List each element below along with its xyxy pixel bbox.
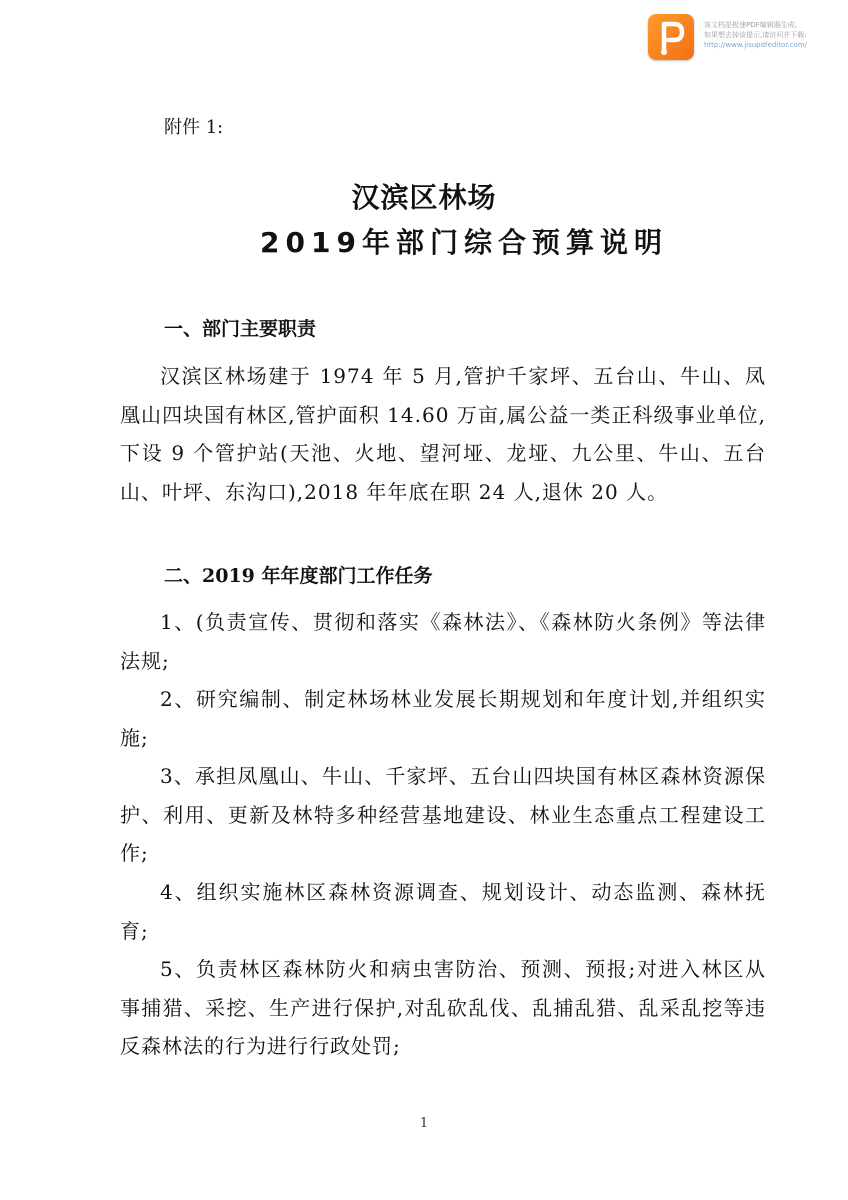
attachment-label: 附件 1: xyxy=(164,117,224,138)
task-item: 5、负责林区森林防火和病虫害防治、预测、预报;对进入林区从事捕猎、采挖、生产进行保护,对乱砍乱伐、乱捕乱猎、乱采乱挖等违反森林法的行为进行行政处罚; xyxy=(120,957,766,1058)
section-heading-duties: 一、部门主要职责 xyxy=(164,318,317,340)
watermark-line-1: 该文档是极速PDF编辑器生成, xyxy=(704,21,797,29)
pdf-editor-watermark xyxy=(648,14,838,64)
page-number: 1 xyxy=(419,1116,429,1131)
task-item: 2、研究编制、制定林场林业发展长期规划和年度计划,并组织实施; xyxy=(120,687,766,750)
document-title-line-2: 2019年部门综合预算说明 xyxy=(260,226,668,259)
section-heading-tasks: 二、2019 年年度部门工作任务 xyxy=(164,565,433,587)
task-item: 1、(负责宣传、贯彻和落实《森林法》、《森林防火条例》等法律法规; xyxy=(120,610,766,673)
watermark-text xyxy=(704,20,844,50)
task-item: 4、组织实施林区森林资源调查、规划设计、动态监测、森林抚育; xyxy=(120,880,766,943)
section-paragraph-duties: 汉滨区林场建于 1974 年 5 月,管护千家坪、五台山、牛山、凤凰山四块国有林区,管护面积 14.60 万亩,属公益一类正科级事业单位,下设 9 个管护站(天池、火地、望河垭、龙垭、九公里、牛山、五台山、叶坪、东沟口),2018 年年底在职 24 人,退休 20 人。 xyxy=(120,364,766,504)
task-item: 3、承担凤凰山、牛山、千家坪、五台山四块国有林区森林资源保护、利用、更新及林特多种经营基地建设、林业生态重点工程建设工作; xyxy=(120,764,766,865)
pdf-editor-logo-icon xyxy=(648,14,694,60)
watermark-line-2: 如果想去掉该提示,请访问并下载: xyxy=(704,31,807,39)
document-title-line-1: 汉滨区林场 xyxy=(351,181,497,214)
watermark-link[interactable]: http://www.jisupdfeditor.com/ xyxy=(704,41,808,49)
